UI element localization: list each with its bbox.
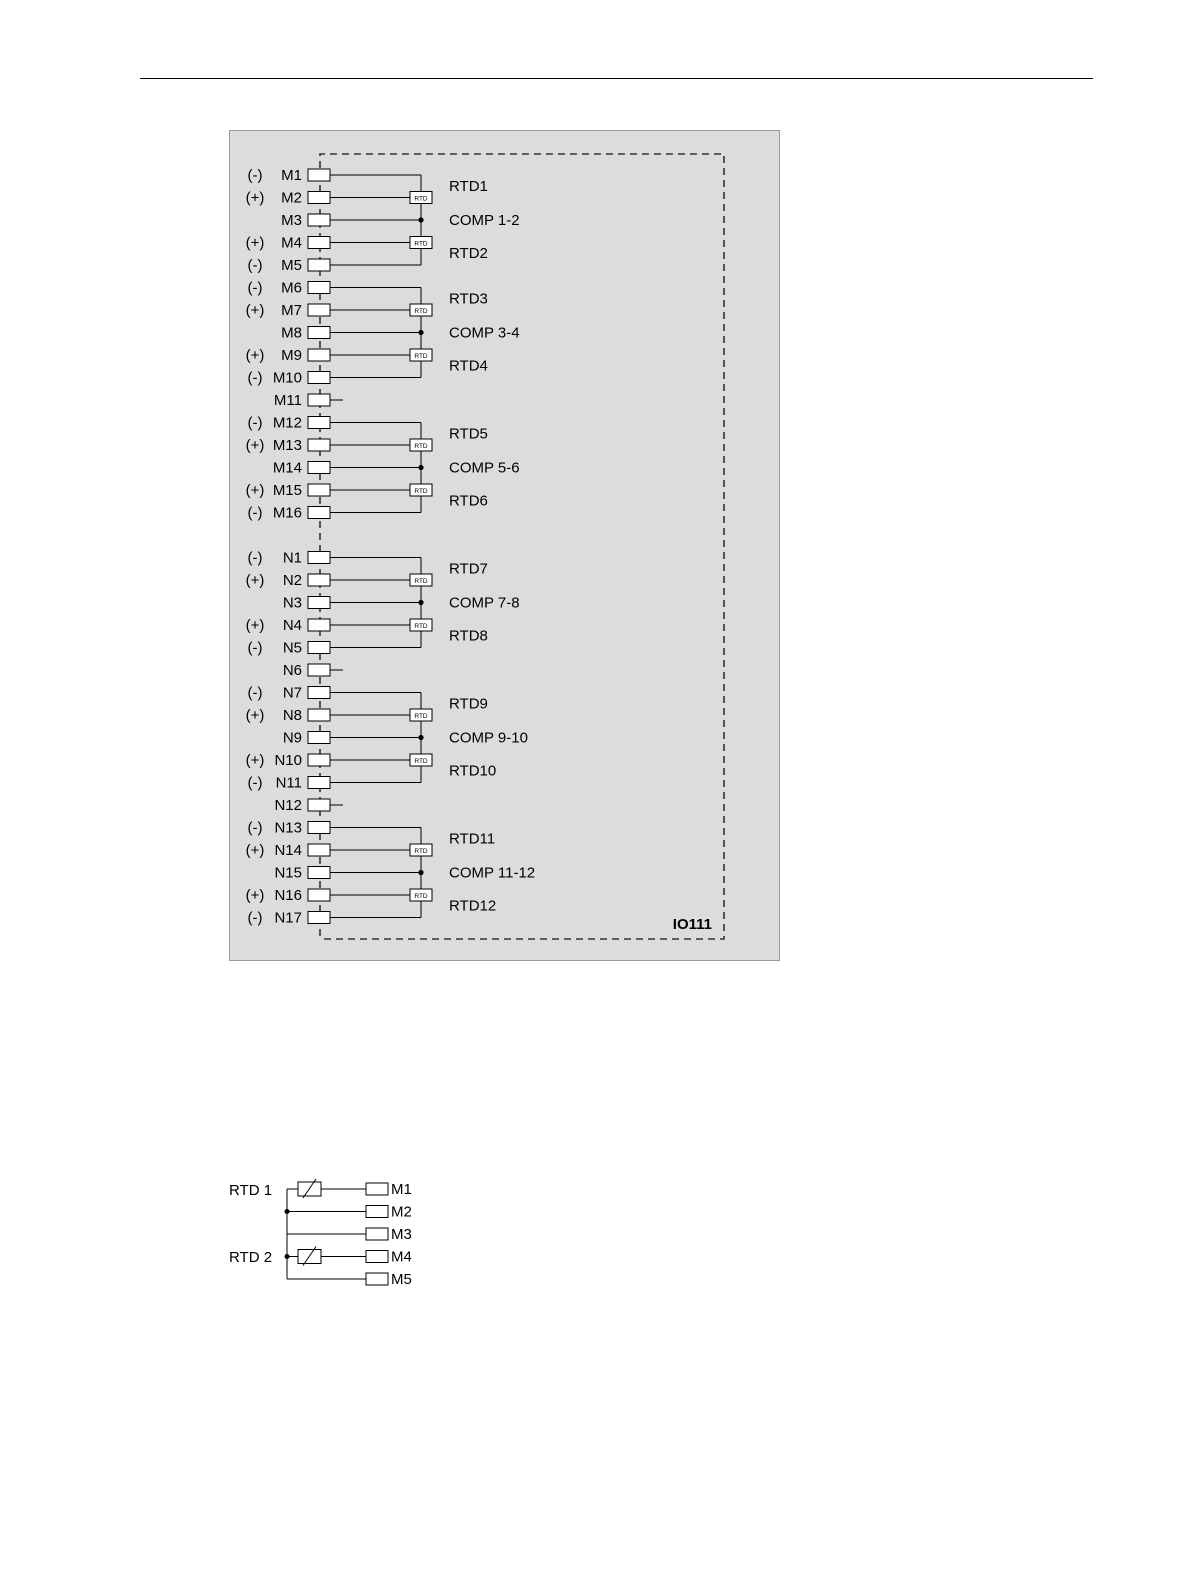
polarity-label-m13: (+) (245, 437, 265, 454)
polarity-label-m4: (+) (245, 234, 265, 252)
polarity-label-n13: (-) (247, 819, 263, 837)
channel-label-rtd6: RTD6 (449, 492, 488, 510)
terminal-label-m16: M16 (272, 504, 302, 522)
channel-label-rtd8: RTD8 (449, 627, 488, 645)
detail-terminal-m5 (366, 1273, 388, 1285)
detail-junction-dot-2 (285, 1254, 290, 1259)
polarity-label-m15: (+) (245, 482, 265, 499)
terminal-label-n5: N5 (282, 639, 302, 657)
channel-label-comp-7-8: COMP 7-8 (449, 594, 520, 612)
polarity-label-m9: (+) (245, 347, 265, 364)
terminal-label-m14: M14 (272, 459, 302, 477)
terminal-label-m9: M9 (281, 347, 302, 364)
polarity-label-m2: (+) (245, 189, 265, 207)
sensor-box-rtd6-label: RTD (414, 488, 428, 495)
channel-label-rtd10: RTD10 (449, 762, 497, 780)
module-label: IO111 (672, 916, 712, 933)
detail-junction-dot-1 (285, 1209, 290, 1214)
polarity-label-n4: (+) (245, 617, 265, 634)
detail-terminal-m1 (366, 1183, 388, 1195)
terminal-label-m6: M6 (281, 279, 302, 297)
detail-terminal-m2 (366, 1206, 388, 1218)
polarity-label-n5: (-) (247, 639, 263, 657)
polarity-label-m7: (+) (245, 302, 265, 319)
terminal-label-m3: M3 (281, 212, 302, 229)
detail-terminal-label-m3: M3 (391, 1226, 412, 1243)
channel-label-rtd1: RTD1 (449, 178, 488, 195)
terminal-label-n8: N8 (282, 707, 302, 724)
detail-terminal-label-m1: M1 (391, 1181, 412, 1198)
detail-terminal-label-m4: M4 (391, 1248, 412, 1266)
channel-label-rtd7: RTD7 (449, 560, 488, 578)
sensor-box-rtd7-label: RTD (414, 578, 428, 585)
terminal-label-m1: M1 (281, 167, 302, 184)
polarity-label-m16: (-) (247, 504, 263, 522)
polarity-label-m10: (-) (247, 369, 263, 387)
channel-label-rtd11: RTD11 (449, 830, 496, 848)
polarity-label-n14: (+) (245, 842, 265, 859)
terminal-label-n14: N14 (274, 842, 302, 859)
terminal-label-m2: M2 (281, 189, 302, 207)
terminal-label-n9: N9 (282, 729, 302, 747)
terminal-label-n13: N13 (274, 819, 302, 837)
polarity-label-n7: (-) (247, 684, 263, 702)
polarity-label-n1: (-) (247, 549, 263, 567)
sensor-box-rtd11-label: RTD (414, 848, 428, 855)
sensor-box-rtd5-label: RTD (414, 443, 428, 450)
detail-label-rtd-1: RTD 1 (229, 1182, 273, 1199)
terminal-label-m4: M4 (281, 234, 302, 252)
terminal-label-n6: N6 (282, 662, 302, 679)
channel-label-comp-11-12: COMP 11-12 (449, 864, 536, 882)
polarity-label-n2: (+) (245, 572, 265, 589)
sensor-box-rtd2-label: RTD (414, 240, 428, 248)
terminal-label-m10: M10 (272, 369, 302, 387)
channel-label-comp-9-10: COMP 9-10 (449, 729, 528, 747)
channel-label-rtd3: RTD3 (449, 290, 488, 308)
sensor-box-rtd9-label: RTD (414, 713, 428, 720)
sensor-box-rtd1-label: RTD (414, 195, 428, 203)
channel-label-rtd12: RTD12 (449, 897, 497, 915)
channel-label-comp-5-6: COMP 5-6 (449, 459, 520, 477)
terminal-label-m11: M11 (273, 392, 302, 409)
terminal-label-n17: N17 (274, 909, 302, 927)
polarity-label-n11: (-) (247, 774, 263, 792)
channel-label-rtd9: RTD9 (449, 695, 488, 713)
terminal-label-n10: N10 (274, 752, 302, 769)
terminal-label-m8: M8 (281, 324, 302, 342)
terminal-label-n2: N2 (282, 572, 302, 589)
polarity-label-n8: (+) (245, 707, 265, 724)
detail-terminal-m4 (366, 1251, 388, 1263)
detail-label-rtd-2: RTD 2 (229, 1249, 273, 1266)
terminal-label-n3: N3 (282, 594, 302, 612)
polarity-label-m12: (-) (247, 414, 263, 432)
sensor-box-rtd12-label: RTD (414, 893, 428, 900)
polarity-label-n10: (+) (245, 752, 265, 769)
detail-terminal-m3 (366, 1228, 388, 1240)
terminal-label-n15: N15 (274, 864, 302, 882)
channel-label-comp-1-2: COMP 1-2 (449, 212, 520, 229)
polarity-label-m1: (-) (247, 167, 263, 184)
terminal-label-n12: N12 (274, 797, 302, 814)
terminal-label-m15: M15 (272, 482, 302, 499)
polarity-label-m5: (-) (247, 257, 263, 274)
sensor-box-rtd4-label: RTD (414, 353, 428, 360)
terminal-label-n16: N16 (274, 887, 302, 904)
terminal-label-m5: M5 (281, 257, 302, 274)
sensor-box-rtd8-label: RTD (414, 623, 428, 630)
channel-label-comp-3-4: COMP 3-4 (449, 324, 520, 342)
polarity-label-m6: (-) (247, 279, 263, 297)
terminal-label-m13: M13 (272, 437, 302, 454)
terminal-label-n4: N4 (282, 617, 302, 634)
terminal-label-m12: M12 (272, 414, 302, 432)
terminal-label-n1: N1 (282, 549, 302, 567)
channel-label-rtd5: RTD5 (449, 425, 488, 443)
channel-label-rtd4: RTD4 (449, 357, 488, 375)
terminal-label-n11: N11 (275, 774, 302, 792)
sensor-box-rtd3-label: RTD (414, 308, 428, 315)
polarity-label-n17: (-) (247, 909, 263, 927)
terminal-label-m7: M7 (281, 302, 302, 319)
terminal-label-n7: N7 (282, 684, 302, 702)
detail-terminal-label-m2: M2 (391, 1203, 412, 1221)
polarity-label-n16: (+) (245, 887, 265, 904)
channel-label-rtd2: RTD2 (449, 245, 488, 262)
detail-terminal-label-m5: M5 (391, 1271, 412, 1288)
sensor-box-rtd10-label: RTD (414, 758, 428, 765)
